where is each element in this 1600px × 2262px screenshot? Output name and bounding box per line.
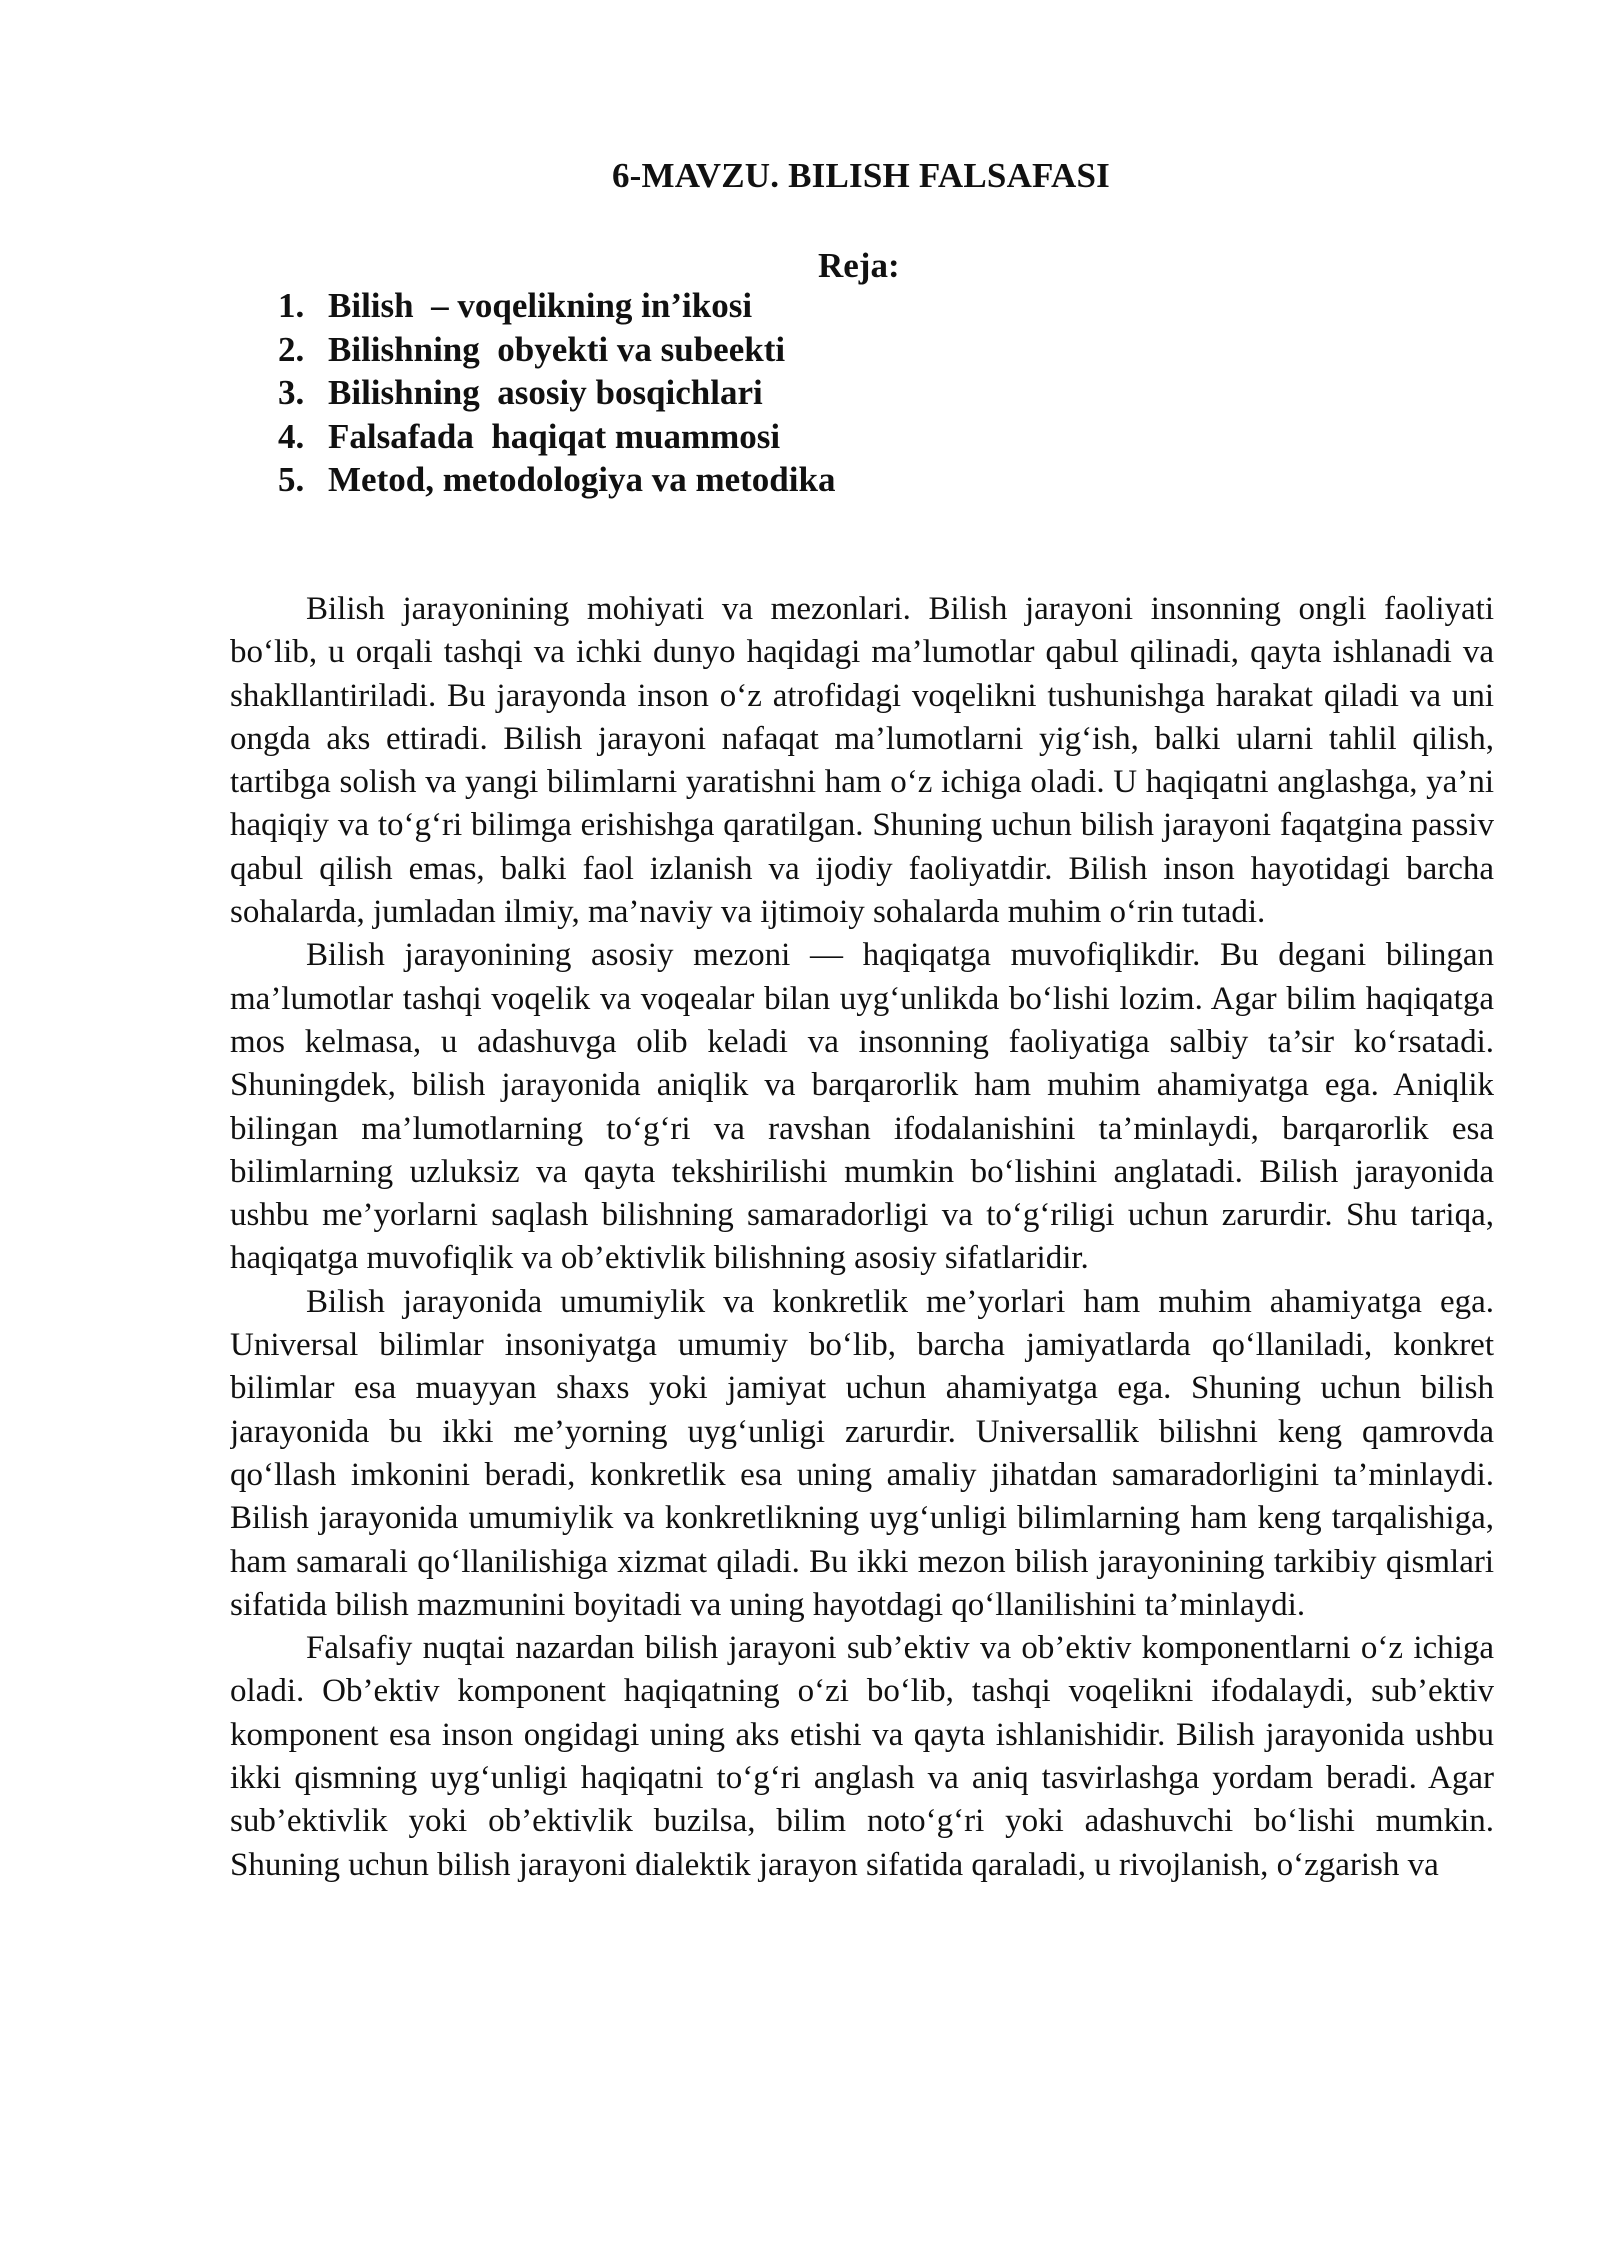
plan-item-number: 1. [278, 286, 305, 325]
plan-item [278, 284, 835, 328]
paragraph: Bilish jarayonida umumiylik va konkretlik me’yorlari ham muhim ahamiyatga ega. Universal bilimlar insoniyatga umumiy bo‘lib, barcha jamiyatlarda qo‘llaniladi, konkret bilimlar esa muayyan shaxs yoki jamiyat uchun ahamiyatga ega. Shuning uchun bilish jarayonida bu ikki me’yorning uyg‘unligi zarurdir. Universallik bilishni keng qamrovda qo‘llash imkonini beradi, konkretlik esa uning amaliy jihatdan samaradorligini ta’minlaydi. Bilish jarayonida umumiylik va konkretlikning uyg‘unligi bilimlarning ham keng tarqalishiga, ham samarali qo‘llanilishiga xizmat qiladi. Bu ikki mezon bilish jarayonining tarkibiy qismlari sifatida bilish mazmunini boyitadi va uning hayotdagi qo‘llanilishini ta’minlaydi. [230, 1283, 1494, 1623]
paragraph: Bilish jarayonining asosiy mezoni — haqiqatga muvofiqlikdir. Bu degani bilingan ma’lumotlar tashqi voqelik va voqealar bilan uyg‘unlikda bo‘lishi lozim. Agar bilim haqiqatga mos kelmasa, u adashuvga olib keladi va insonning faoliyatiga salbiy ta’sir ko‘rsatadi. Shuningdek, bilish jarayonida aniqlik va barqarorlik ham muhim ahamiyatga ega. Aniqlik bilingan ma’lumotlarning to‘g‘ri va ravshan ifodalanishini ta’minlaydi, barqarorlik esa bilimlarning uzluksiz va qayta tekshirilishi mumkin bo‘lishini anglatadi. Bilish jarayonida ushbu me’yorlarni saqlash bilishning samaradorligi va to‘g‘riligi uchun zarurdir. Shu tariqa, haqiqatga muvofiqlik va ob’ektivlik bilishning asosiy sifatlaridir. [230, 937, 1494, 1277]
plan-item-number: 4. [278, 416, 305, 456]
paragraph: Bilish jarayonining mohiyati va mezonlari. Bilish jarayoni insonning ongli faoliyati bo‘lib, u orqali tashqi va ichki dunyo haqidagi ma’lumotlar qabul qilinadi, qayta ishlanadi va shakllantiriladi. Bu jarayonda inson o‘z atrofidagi voqelikni tushunishga harakat qiladi va uni ongda aks ettiradi. Bilish jarayoni nafaqat ma’lumotlarni yig‘ish, balki ularni tahlil qilish, tartibga solish va yangi bilimlarni yaratishni ham o‘z ichiga oladi. U haqiqatni anglashga, ya’ni haqiqiy va to‘g‘ri bilimga erishishga qaratilgan. Shuning uchun bilish jarayoni faqatgina passiv qabul qilish emas, balki faol izlanish va ijodiy faoliyatdir. Bilish inson hayotidagi barcha sohalarda, jumladan ilmiy, ma’naviy va ijtimoiy sohalarda muhim o‘rin tutadi. [230, 591, 1494, 931]
plan-item-text: Falsafada haqiqat muammosi [328, 416, 781, 456]
plan-item-number: 2. [278, 329, 305, 369]
plan-heading: Reja: [818, 246, 900, 285]
plan-item [278, 458, 835, 502]
plan-item-text: Bilishning obyekti va subeekti [328, 329, 786, 369]
plan-item-number: 5. [278, 460, 305, 499]
plan-item-text: Metod, metodologiya va metodika [328, 460, 836, 499]
paragraph: Falsafiy nuqtai nazardan bilish jarayoni sub’ektiv va ob’ektiv komponentlarni o‘z ichiga oladi. Ob’ektiv komponent haqiqatning o‘zi bo‘lib, tashqi voqelikni ifodalaydi, sub’ektiv komponent esa inson ongidagi uning aks etishi va qayta ishlanishidir. Bilish jarayonida ushbu ikki qismning uyg‘unligi haqiqatni to‘g‘ri anglash va aniq tasvirlashga yordam beradi. Agar sub’ektivlik yoki ob’ektivlik buzilsa, bilim noto‘g‘ri yoki adashuvchi bo‘lishi mumkin. Shuning uchun bilish jarayoni dialektik jarayon sifatida qaraladi, u rivojlanish, o‘zgarish va [230, 1630, 1494, 1883]
plan-list [278, 284, 835, 502]
plan-item-text: Bilish – voqelikning in’ikosi [328, 286, 753, 325]
plan-item [278, 328, 835, 372]
plan-item-number: 3. [278, 373, 305, 412]
plan-item [278, 371, 835, 415]
plan-item [278, 415, 835, 459]
plan-item-text: Bilishning asosiy bosqichlari [328, 373, 763, 412]
page-title: 6-MAVZU. BILISH FALSAFASI [611, 156, 1110, 195]
body-text [230, 588, 1494, 2148]
